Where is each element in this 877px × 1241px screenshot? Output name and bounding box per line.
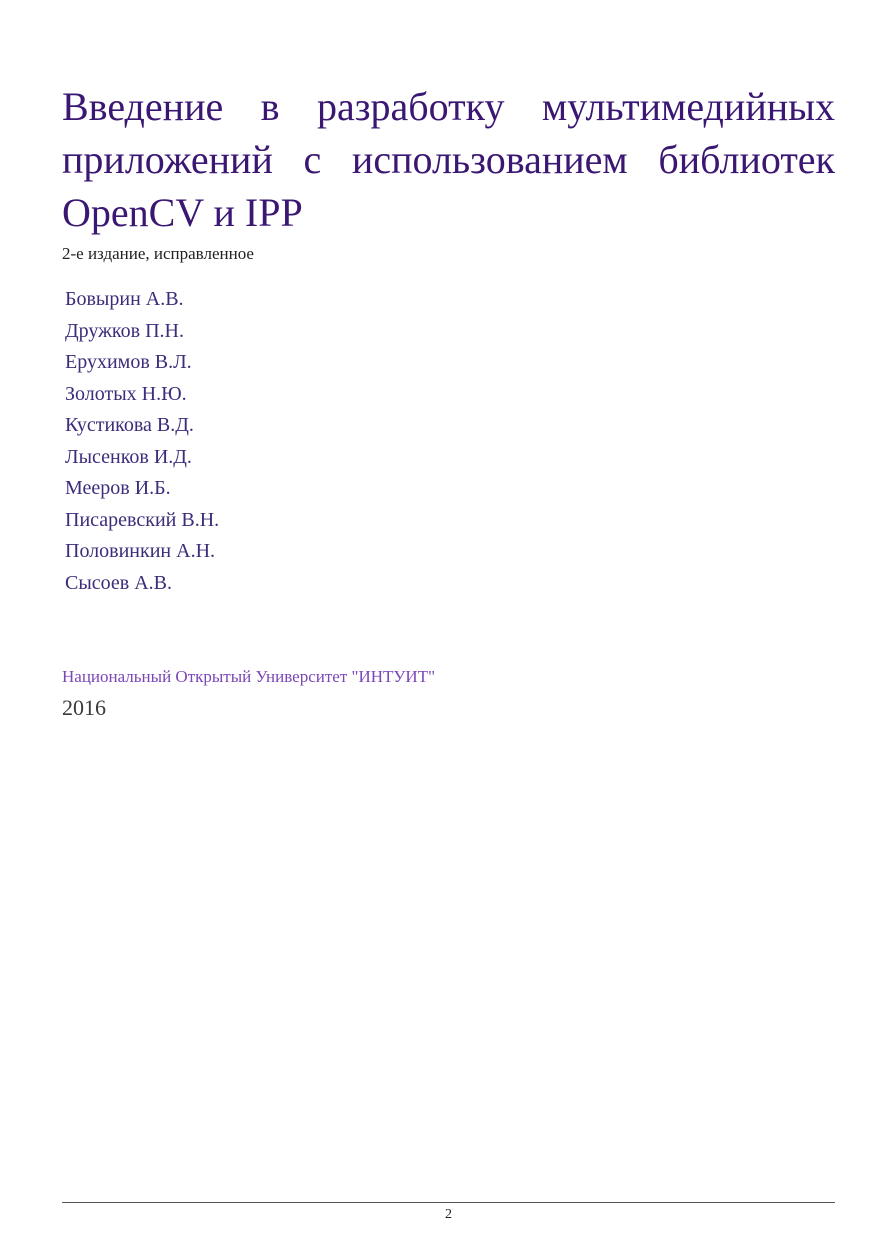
publication-year: 2016 [62,695,106,720]
author-name: Лысенков И.Д. [65,445,192,468]
author-name: Дружков П.Н. [65,319,184,342]
document-title: Введение в разработку мультимедийных приложений с использованием библиотек OpenCV и IPP [62,84,835,235]
author-name: Сысоев А.В. [65,571,173,594]
author-name: Мееров И.Б. [65,477,171,499]
author-name: Бовырин А.В. [65,288,184,310]
author-name: Золотых Н.Ю. [65,382,187,405]
author-list [65,285,219,600]
footer-divider [62,1202,835,1203]
edition-note: 2-е издание, исправленное [62,244,254,263]
author-name: Писаревский В.Н. [65,508,220,531]
publisher-name: Национальный Открытый Университет "ИНТУИТ" [62,667,436,686]
author-name: Кустикова В.Д. [65,414,194,436]
author-name: Ерухимов В.Л. [65,351,192,373]
page-number: 2 [445,1207,452,1222]
author-name: Половинкин А.Н. [65,540,216,562]
